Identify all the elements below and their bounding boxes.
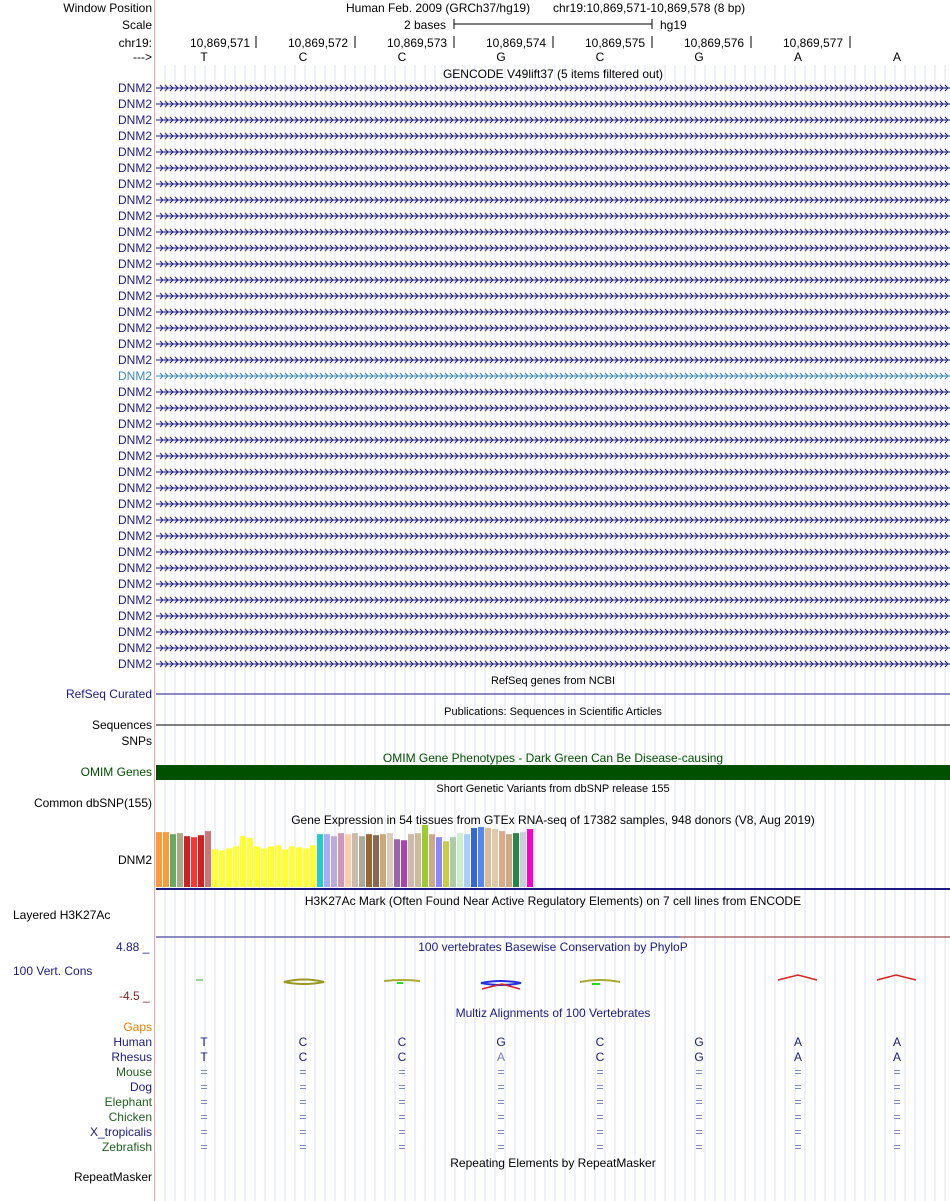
window-coordinates: chr19:10,869,571-10,869,578 (8 bp) bbox=[553, 1, 746, 15]
base-letter: C bbox=[397, 50, 407, 64]
gencode-transcript-label[interactable]: DNM2 bbox=[117, 641, 152, 655]
gtex-tissue-bar bbox=[422, 825, 428, 887]
gencode-transcript-label[interactable]: DNM2 bbox=[117, 145, 152, 159]
alignment-base: = bbox=[398, 1065, 406, 1079]
gencode-transcript-label[interactable]: DNM2 bbox=[117, 113, 152, 127]
gtex-tissue-bar bbox=[310, 845, 316, 887]
gencode-transcript-label[interactable]: DNM2 bbox=[117, 161, 152, 175]
phylop-mark bbox=[877, 975, 916, 980]
gencode-transcript-label[interactable]: DNM2 bbox=[117, 321, 152, 335]
base-letter: C bbox=[595, 50, 605, 64]
refseq-track-label[interactable]: RefSeq Curated bbox=[65, 687, 152, 701]
ruler-tick-label: 10,869,571 bbox=[190, 36, 251, 50]
gencode-transcript-label[interactable]: DNM2 bbox=[117, 353, 152, 367]
gtex-tissue-bar bbox=[233, 846, 239, 887]
alignment-base: = bbox=[299, 1080, 307, 1094]
alignment-base: A bbox=[793, 1035, 802, 1049]
alignment-base: = bbox=[794, 1065, 802, 1079]
alignment-base: = bbox=[200, 1080, 208, 1094]
alignment-base: = bbox=[596, 1095, 604, 1109]
scale-text: 2 bases bbox=[404, 18, 447, 32]
alignment-base: C bbox=[595, 1050, 605, 1064]
gtex-tissue-bar bbox=[184, 836, 190, 887]
alignment-base: = bbox=[893, 1110, 901, 1124]
publications-track-label[interactable]: Sequences bbox=[91, 718, 152, 732]
alignment-base: = bbox=[299, 1140, 307, 1154]
gencode-transcript-label[interactable]: DNM2 bbox=[117, 193, 152, 207]
gtex-tissue-bar bbox=[408, 834, 414, 887]
gencode-transcript-label[interactable]: DNM2 bbox=[117, 385, 152, 399]
gtex-tissue-bar bbox=[415, 833, 421, 887]
alignment-base: = bbox=[200, 1095, 208, 1109]
gtex-track-title: Gene Expression in 54 tissues from GTEx RNA-seq of 17382 samples, 948 donors (V8, Aug 2019) bbox=[291, 813, 815, 827]
gtex-tissue-bar bbox=[303, 848, 309, 887]
gencode-transcript-label[interactable]: DNM2 bbox=[117, 337, 152, 351]
gencode-transcript-label[interactable]: DNM2 bbox=[117, 561, 152, 575]
alignment-base: = bbox=[893, 1095, 901, 1109]
ruler-tick-label: 10,869,572 bbox=[288, 36, 349, 50]
gencode-transcript-label[interactable]: DNM2 bbox=[117, 97, 152, 111]
gencode-transcript-label[interactable]: DNM2 bbox=[117, 609, 152, 623]
alignment-base: = bbox=[794, 1125, 802, 1139]
gencode-transcript-label[interactable]: DNM2 bbox=[117, 273, 152, 287]
alignment-base: = bbox=[893, 1125, 901, 1139]
scale-label: Scale bbox=[121, 18, 152, 32]
gencode-transcript-label[interactable]: DNM2 bbox=[117, 369, 152, 383]
gtex-tissue-bar bbox=[478, 827, 484, 887]
dbsnp-track-title: Short Genetic Variants from dbSNP release 155 bbox=[436, 783, 670, 795]
gencode-transcript-label[interactable]: DNM2 bbox=[117, 129, 152, 143]
gaps-label: Gaps bbox=[123, 1020, 152, 1034]
alignment-base: = bbox=[200, 1140, 208, 1154]
alignment-base: C bbox=[595, 1035, 605, 1049]
multiz-track-title: Multiz Alignments of 100 Vertebrates bbox=[455, 1006, 651, 1020]
gtex-tissue-bar bbox=[345, 834, 351, 887]
gencode-transcript-label[interactable]: DNM2 bbox=[117, 465, 152, 479]
gtex-tissue-bar bbox=[373, 835, 379, 887]
gencode-transcript-label[interactable]: DNM2 bbox=[117, 577, 152, 591]
alignment-base: = bbox=[398, 1110, 406, 1124]
gtex-tissue-bar bbox=[366, 834, 372, 887]
alignment-base: = bbox=[893, 1065, 901, 1079]
gtex-tissue-bar bbox=[198, 835, 204, 887]
phylop-ymax-label: 4.88 _ bbox=[116, 940, 150, 954]
assembly-name: Human Feb. 2009 (GRCh37/hg19) bbox=[346, 1, 531, 15]
gtex-tissue-bar bbox=[247, 838, 253, 887]
alignment-base: = bbox=[299, 1095, 307, 1109]
gtex-tissue-bar bbox=[275, 845, 281, 887]
alignment-base: = bbox=[596, 1080, 604, 1094]
gtex-tissue-bar bbox=[156, 832, 162, 887]
phylop-track-label[interactable]: 100 Vert. Cons bbox=[13, 964, 93, 978]
gencode-transcript-label[interactable]: DNM2 bbox=[117, 241, 152, 255]
alignment-base: = bbox=[497, 1110, 505, 1124]
alignment-base: C bbox=[298, 1050, 308, 1064]
gtex-tissue-bar bbox=[240, 836, 246, 887]
gencode-transcript-label[interactable]: DNM2 bbox=[117, 81, 152, 95]
species-label[interactable]: Rhesus bbox=[111, 1050, 152, 1064]
alignment-base: G bbox=[694, 1035, 704, 1049]
gtex-track-label[interactable]: DNM2 bbox=[117, 853, 152, 867]
alignment-base: = bbox=[596, 1140, 604, 1154]
gencode-transcript-label[interactable]: DNM2 bbox=[117, 417, 152, 431]
alignment-base: T bbox=[200, 1050, 208, 1064]
gtex-tissue-bar bbox=[394, 839, 400, 887]
gtex-tissue-bar bbox=[268, 846, 274, 887]
gencode-transcript-label[interactable]: DNM2 bbox=[117, 209, 152, 223]
gtex-tissue-bar bbox=[401, 840, 407, 887]
alignment-base: = bbox=[497, 1080, 505, 1094]
gencode-transcript-label[interactable]: DNM2 bbox=[117, 449, 152, 463]
alignment-base: = bbox=[596, 1065, 604, 1079]
snps-label[interactable]: SNPs bbox=[121, 734, 152, 748]
gtex-tissue-bar bbox=[429, 834, 435, 887]
alignment-base: = bbox=[794, 1080, 802, 1094]
gtex-tissue-bar bbox=[359, 836, 365, 887]
gencode-transcript-label[interactable]: DNM2 bbox=[117, 545, 152, 559]
base-letter: T bbox=[200, 50, 208, 64]
gtex-tissue-bar bbox=[352, 833, 358, 887]
gtex-tissue-bar bbox=[177, 833, 183, 887]
gencode-transcript-label[interactable]: DNM2 bbox=[117, 593, 152, 607]
alignment-base: = bbox=[893, 1080, 901, 1094]
ruler-tick-label: 10,869,575 bbox=[585, 36, 646, 50]
phylop-mark bbox=[580, 980, 620, 982]
alignment-base: A bbox=[496, 1050, 505, 1064]
alignment-base: = bbox=[497, 1065, 505, 1079]
alignment-base: = bbox=[794, 1095, 802, 1109]
alignment-base: C bbox=[397, 1035, 407, 1049]
alignment-base: G bbox=[496, 1035, 506, 1049]
gtex-tissue-bar bbox=[296, 847, 302, 887]
gtex-tissue-bar bbox=[205, 831, 211, 887]
alignment-base: = bbox=[398, 1125, 406, 1139]
alignment-base: = bbox=[398, 1080, 406, 1094]
repeatmasker-track-label[interactable]: RepeatMasker bbox=[73, 1170, 152, 1184]
gtex-tissue-bar bbox=[443, 841, 449, 887]
alignment-base: = bbox=[794, 1140, 802, 1154]
ruler-tick-label: 10,869,577 bbox=[783, 36, 844, 50]
gtex-tissue-bar bbox=[317, 834, 323, 887]
alignment-base: = bbox=[695, 1125, 703, 1139]
ruler-label: chr19: bbox=[118, 36, 152, 50]
h3k27ac-track-title: H3K27Ac Mark (Often Found Near Active Regulatory Elements) on 7 cell lines from ENCODE bbox=[304, 894, 802, 908]
alignment-base: = bbox=[299, 1110, 307, 1124]
phylop-mark bbox=[284, 980, 324, 985]
gtex-tissue-bar bbox=[492, 829, 498, 887]
ruler-tick-label: 10,869,576 bbox=[684, 36, 745, 50]
gencode-transcript-label[interactable]: DNM2 bbox=[117, 481, 152, 495]
alignment-base: = bbox=[200, 1065, 208, 1079]
alignment-base: = bbox=[794, 1110, 802, 1124]
gtex-tissue-bar bbox=[450, 837, 456, 887]
gencode-transcript-label[interactable]: DNM2 bbox=[117, 257, 152, 271]
gtex-tissue-bar bbox=[471, 828, 477, 887]
alignment-base: = bbox=[398, 1140, 406, 1154]
omim-gene-bar bbox=[156, 765, 950, 780]
phylop-mark bbox=[384, 980, 420, 981]
species-label[interactable]: X_tropicalis bbox=[89, 1125, 152, 1139]
alignment-base: C bbox=[298, 1035, 308, 1049]
species-label[interactable]: Mouse bbox=[115, 1065, 152, 1079]
alignment-base: = bbox=[497, 1125, 505, 1139]
gtex-tissue-bar bbox=[289, 846, 295, 887]
alignment-base: A bbox=[892, 1050, 901, 1064]
species-label[interactable]: Chicken bbox=[108, 1110, 152, 1124]
gtex-tissue-bar bbox=[380, 834, 386, 887]
base-letter: C bbox=[298, 50, 308, 64]
gtex-tissue-bar bbox=[520, 832, 526, 887]
gtex-tissue-bar bbox=[254, 846, 260, 887]
gtex-tissue-bar bbox=[513, 833, 519, 887]
gtex-tissue-bar bbox=[324, 834, 330, 887]
gencode-transcript-label[interactable]: DNM2 bbox=[117, 529, 152, 543]
phylop-ymin-label: -4.5 _ bbox=[119, 989, 150, 1003]
gtex-tissue-bar bbox=[387, 833, 393, 887]
gtex-tissue-bar bbox=[170, 834, 176, 887]
gtex-tissue-bar bbox=[261, 848, 267, 887]
base-letter: A bbox=[892, 50, 901, 64]
gencode-transcript-label[interactable]: DNM2 bbox=[117, 513, 152, 527]
omim-track-title: OMIM Gene Phenotypes - Dark Green Can Be Disease-causing bbox=[382, 751, 724, 765]
phylop-mark bbox=[778, 975, 817, 980]
gencode-transcript-label[interactable]: DNM2 bbox=[117, 305, 152, 319]
gencode-transcript-label[interactable]: DNM2 bbox=[117, 289, 152, 303]
strand-label: ---> bbox=[133, 50, 152, 64]
gtex-tissue-bar bbox=[338, 833, 344, 887]
species-label[interactable]: Zebrafish bbox=[101, 1140, 152, 1154]
gtex-tissue-bar bbox=[331, 836, 337, 887]
alignment-base: = bbox=[596, 1110, 604, 1124]
gencode-transcript-label[interactable]: DNM2 bbox=[117, 177, 152, 191]
alignment-base: = bbox=[695, 1140, 703, 1154]
alignment-base: = bbox=[299, 1065, 307, 1079]
gtex-tissue-bar bbox=[527, 829, 533, 887]
base-letter: A bbox=[793, 50, 802, 64]
gencode-transcript-label[interactable]: DNM2 bbox=[117, 401, 152, 415]
publications-track-title: Publications: Sequences in Scientific Articles bbox=[444, 706, 662, 718]
base-letter: G bbox=[694, 50, 704, 64]
alignment-base: A bbox=[892, 1035, 901, 1049]
gencode-transcript-label[interactable]: DNM2 bbox=[117, 225, 152, 239]
gencode-transcript-label[interactable]: DNM2 bbox=[117, 433, 152, 447]
alignment-base: G bbox=[694, 1050, 704, 1064]
gtex-tissue-bar bbox=[212, 849, 218, 887]
alignment-base: = bbox=[695, 1065, 703, 1079]
gtex-tissue-bar bbox=[163, 832, 169, 887]
alignment-base: C bbox=[397, 1050, 407, 1064]
gtex-tissue-bar bbox=[457, 833, 463, 887]
species-label[interactable]: Human bbox=[113, 1035, 152, 1049]
alignment-base: = bbox=[695, 1080, 703, 1094]
gencode-track-title: GENCODE V49lift37 (5 items filtered out) bbox=[442, 67, 664, 81]
omim-track-label[interactable]: OMIM Genes bbox=[80, 765, 152, 779]
species-label[interactable]: Elephant bbox=[104, 1095, 152, 1109]
alignment-base: = bbox=[497, 1140, 505, 1154]
gencode-transcript-label[interactable]: DNM2 bbox=[117, 497, 152, 511]
window-position-label: Window Position bbox=[63, 1, 152, 15]
alignment-base: = bbox=[695, 1110, 703, 1124]
alignment-base: = bbox=[695, 1095, 703, 1109]
gtex-tissue-bar bbox=[506, 834, 512, 887]
alignment-base: = bbox=[398, 1095, 406, 1109]
gtex-tissue-bar bbox=[282, 849, 288, 887]
base-letter: G bbox=[496, 50, 506, 64]
alignment-base: = bbox=[200, 1125, 208, 1139]
gencode-transcript-label[interactable]: DNM2 bbox=[117, 657, 152, 671]
gtex-tissue-bar bbox=[485, 828, 491, 887]
gtex-tissue-bar bbox=[219, 850, 225, 887]
h3k27ac-track-label[interactable]: Layered H3K27Ac bbox=[13, 908, 111, 922]
gtex-tissue-bar bbox=[436, 837, 442, 887]
gencode-transcript-label[interactable]: DNM2 bbox=[117, 625, 152, 639]
alignment-base: T bbox=[200, 1035, 208, 1049]
alignment-base: = bbox=[596, 1125, 604, 1139]
ruler-tick-label: 10,869,573 bbox=[387, 36, 448, 50]
refseq-track-title: RefSeq genes from NCBI bbox=[490, 675, 616, 687]
scale-db: hg19 bbox=[660, 18, 687, 32]
dbsnp-track-label[interactable]: Common dbSNP(155) bbox=[33, 796, 152, 810]
alignment-base: = bbox=[299, 1125, 307, 1139]
gtex-tissue-bar bbox=[499, 831, 505, 887]
phylop-track-title: 100 vertebrates Basewise Conservation by PhyloP bbox=[418, 940, 688, 954]
alignment-base: = bbox=[497, 1095, 505, 1109]
gtex-tissue-bar bbox=[464, 834, 470, 887]
alignment-base: = bbox=[200, 1110, 208, 1124]
repeatmasker-track-title: Repeating Elements by RepeatMasker bbox=[450, 1156, 656, 1170]
alignment-base: = bbox=[893, 1140, 901, 1154]
gtex-tissue-bar bbox=[226, 848, 232, 887]
species-label[interactable]: Dog bbox=[129, 1080, 152, 1094]
ruler-tick-label: 10,869,574 bbox=[486, 36, 547, 50]
gtex-tissue-bar bbox=[191, 837, 197, 887]
alignment-base: A bbox=[793, 1050, 802, 1064]
